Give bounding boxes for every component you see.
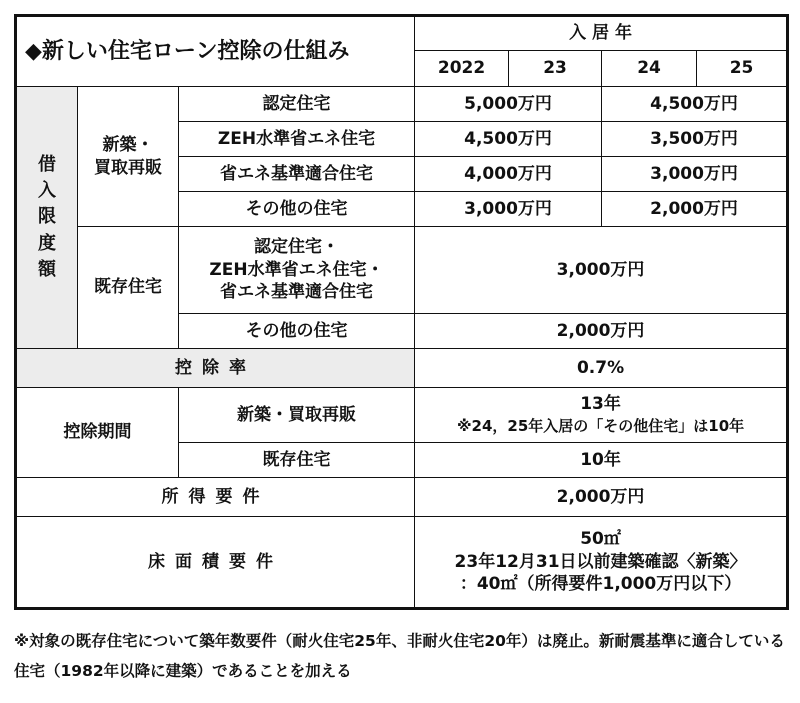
limit-certified-2022-23: 5,000万円 — [415, 87, 602, 122]
existing-housing-label: 既存住宅 — [78, 227, 179, 349]
borrow-limit-label: 借 入 限 度 額 — [16, 87, 78, 349]
limit-zeh-24-25: 3,500万円 — [602, 122, 788, 157]
year-24: 24 — [602, 51, 697, 87]
period-existing-label: 既存住宅 — [179, 443, 415, 478]
limit-other-24-25: 2,000万円 — [602, 192, 788, 227]
existing-limit-other: 2,000万円 — [415, 314, 788, 349]
deduction-table-wrapper — [14, 14, 789, 610]
period-existing-value: 10年 — [415, 443, 788, 478]
limit-energy-2022-23: 4,000万円 — [415, 157, 602, 192]
existing-type-certified-zeh-energy: 認定住宅・ ZEH水準省エネ住宅・ 省エネ基準適合住宅 — [179, 227, 415, 314]
limit-zeh-2022-23: 4,500万円 — [415, 122, 602, 157]
existing-type-other: その他の住宅 — [179, 314, 415, 349]
table-title: ◆新しい住宅ローン控除の仕組み — [16, 16, 415, 87]
type-energy-standard-housing: 省エネ基準適合住宅 — [179, 157, 415, 192]
year-25: 25 — [697, 51, 788, 87]
type-other-housing: その他の住宅 — [179, 192, 415, 227]
deduction-rate-value: 0.7% — [415, 349, 788, 388]
income-requirement-value: 2,000万円 — [415, 478, 788, 517]
floor-area-value: 50㎡ 23年12月31日以前建築確認〈新築〉 ：40㎡（所得要件1,000万円以下） — [415, 517, 788, 609]
new-build-label: 新築・ 買取再販 — [78, 87, 179, 227]
floor-area-label: 床面積要件 — [16, 517, 415, 609]
deduction-period-label: 控除期間 — [16, 388, 179, 478]
year-2022: 2022 — [415, 51, 509, 87]
type-certified-housing: 認定住宅 — [179, 87, 415, 122]
limit-energy-24-25: 3,000万円 — [602, 157, 788, 192]
existing-limit-certified: 3,000万円 — [415, 227, 788, 314]
footnote: ※対象の既存住宅について築年数要件（耐火住宅25年、非耐火住宅20年）は廃止。新耐震基準に適合している住宅（1982年以降に建築）であることを加える — [14, 632, 785, 680]
year-23: 23 — [509, 51, 602, 87]
move-in-year-header: 入 居 年 — [415, 16, 788, 51]
deduction-rate-label: 控除率 — [16, 349, 415, 388]
type-zeh-housing: ZEH水準省エネ住宅 — [179, 122, 415, 157]
housing-loan-deduction-table — [14, 14, 789, 610]
limit-certified-24-25: 4,500万円 — [602, 87, 788, 122]
limit-other-2022-23: 3,000万円 — [415, 192, 602, 227]
income-requirement-label: 所得要件 — [16, 478, 415, 517]
period-new-build-value: 13年 ※24，25年入居の「その他住宅」は10年 — [415, 388, 788, 443]
period-note: ※24，25年入居の「その他住宅」は10年 — [456, 417, 745, 436]
period-new-build-label: 新築・買取再販 — [179, 388, 415, 443]
